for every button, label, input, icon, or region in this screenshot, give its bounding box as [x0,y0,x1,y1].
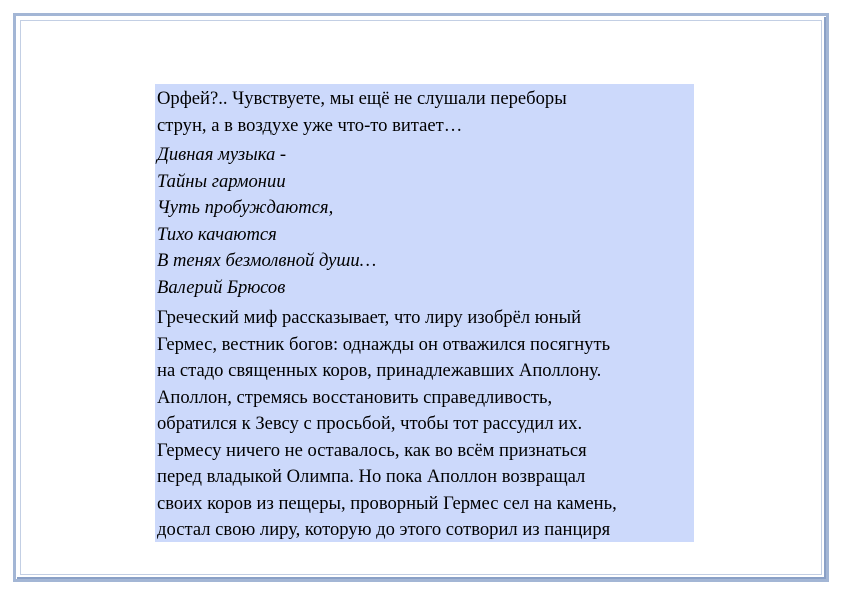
poem-line: В тенях безмолвной души… [157,250,377,271]
poem-line: Дивная музыка - [157,144,287,165]
body-line: достал свою лиру, которую до этого сотворил из панциря [157,519,611,540]
poem-line: Чуть пробуждаются, [157,197,334,218]
poem-line: Тихо качаются [157,223,277,245]
body-line: Гермес, вестник богов: однажды он отважился посягнуть [157,333,611,355]
body-line: на стадо священных коров, принадлежавших Аполлону. [157,360,602,381]
intro-line: струн, а в воздухе уже что-то витает… [157,114,463,136]
body-line: своих коров из пещеры, проворный Гермес сел на камень, [157,492,617,514]
body-line: Гермесу ничего не оставалось, как во всём признаться [157,439,587,461]
body-line: перед владыкой Олимпа. Но пока Аполлон возвращал [157,466,586,487]
body-line: обратился к Зевсу с просьбой, чтобы тот рассудил их. [157,413,583,434]
body-paragraph [157,305,694,544]
body-line: Греческий миф рассказывает, что лиру изобрёл юный [157,307,582,328]
text-box [155,84,694,542]
poem-author: Валерий Брюсов [157,276,286,298]
intro-paragraph [157,86,694,139]
poem-line: Тайны гармонии [157,170,286,192]
poem-block [157,142,694,301]
intro-line: Орфей?.. Чувствуете, мы ещё не слушали переборы [157,88,567,109]
body-line: Аполлон, стремясь восстановить справедливость, [157,386,553,408]
